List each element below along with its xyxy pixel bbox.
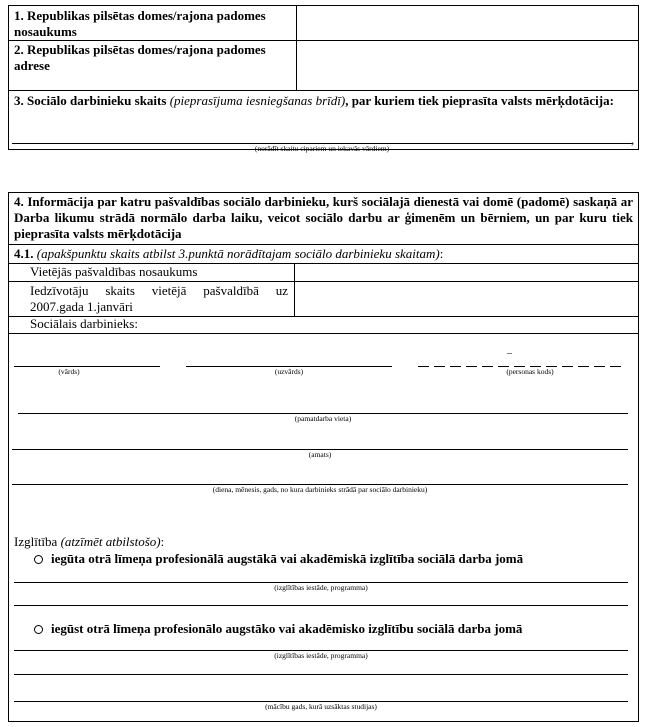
education-option2-label: iegūst otrā līmeņa profesionālo augstāko vai akadēmisko izglītību sociālā darba jomā [51,621,523,636]
option2-caption-2: (mācību gads, kurā uzsāktas studijas) [265,702,377,711]
workplace-caption: (pamatdarba vieta) [294,414,352,423]
section2-value-field[interactable] [300,42,634,88]
start-date-caption: (diena, mēnesis, gads, no kura darbinieks strādā par sociālo darbinieku) [212,485,428,494]
personal-code-caption: (personas kods) [506,367,554,376]
social-worker-label: Sociālais darbinieks: [30,316,138,331]
population-value-field[interactable] [298,283,634,315]
section2-label: 2. Republikas pilsētas domes/rajona padomes adrese [14,42,266,73]
name-caption: (vārds) [58,367,80,376]
section3-label-italic: (pieprasījuma iesniegšanas brīdī) [169,93,346,108]
top-table-row-divider-2 [8,90,639,91]
education-option1[interactable] [34,551,634,567]
section4-subpoint-note: (apakšpunktu skaits atbilst 3.punktā norādītajam sociālo darbinieku skaitam) [36,246,440,261]
section4-subpoint [14,246,634,262]
section3-label-part2: , par kuriem tiek pieprasīta valsts mērķdotācija: [345,93,614,108]
municipality-label: Vietējās pašvaldības nosaukums [30,264,198,279]
option1-caption: (izglītības iestāde, programma) [274,583,368,592]
municipality-value-field[interactable] [298,264,634,280]
education-label [14,534,164,550]
section3-label [14,93,634,109]
section3-caption: (norādīt skaitu cipariem un iekavās vārdiem) [254,144,390,153]
personal-code-separator: – [507,348,512,359]
option1-radio-icon[interactable] [34,555,43,564]
education-label-text: Izglītība [14,534,61,549]
personal-code-field[interactable] [418,355,628,367]
top-table-col-divider [296,5,297,91]
education-label-italic: (atzīmēt atbilstošo) [60,534,161,549]
education-option1-label: iegūta otrā līmeņa profesionālā augstākā vai akadēmiskā izglītība sociālā darba jomā [51,551,524,566]
section4-heading: 4. Informācija par katru pašvaldības sociālo darbinieku, kurš sociālajā dienestā vai domē (padomē) saskaņā ar Darba likumu strādā normālo darba laiku, veicot sociālo darbu ar ģimenēm un bērniem, un par kuru tiek pieprasīta valsts mērķdotācija [14,194,633,241]
position-caption: (amats) [308,450,332,459]
surname-caption: (uzvārds) [274,367,304,376]
section1-label: 1. Republikas pilsētas domes/rajona padomes nosaukums [14,8,266,39]
section1-value-field[interactable] [300,8,634,38]
option2-radio-icon[interactable] [34,625,43,634]
section3-label-part1: 3. Sociālo darbinieku skaits [14,93,170,108]
section4-subpoint-number: 4.1. [14,246,34,261]
section4-subpoint-colon: : [439,246,444,261]
section3-trailing-comma: , [631,132,635,147]
education-option2[interactable] [34,621,634,637]
population-label: Iedzīvotāju skaits vietējā pašvaldībā uz 2007.gada 1.janvāri [30,283,288,314]
option2-caption: (izglītības iestāde, programma) [274,651,368,660]
section4-row-divider-2 [8,281,639,282]
top-table-row-divider-1 [8,40,639,41]
option1-line-2[interactable] [14,605,628,606]
section4-heading-divider [8,244,639,245]
section4-col-divider [294,263,295,316]
education-label-colon: : [160,534,165,549]
option2-line-2[interactable] [14,674,628,675]
section4-row-divider-4 [8,333,639,334]
